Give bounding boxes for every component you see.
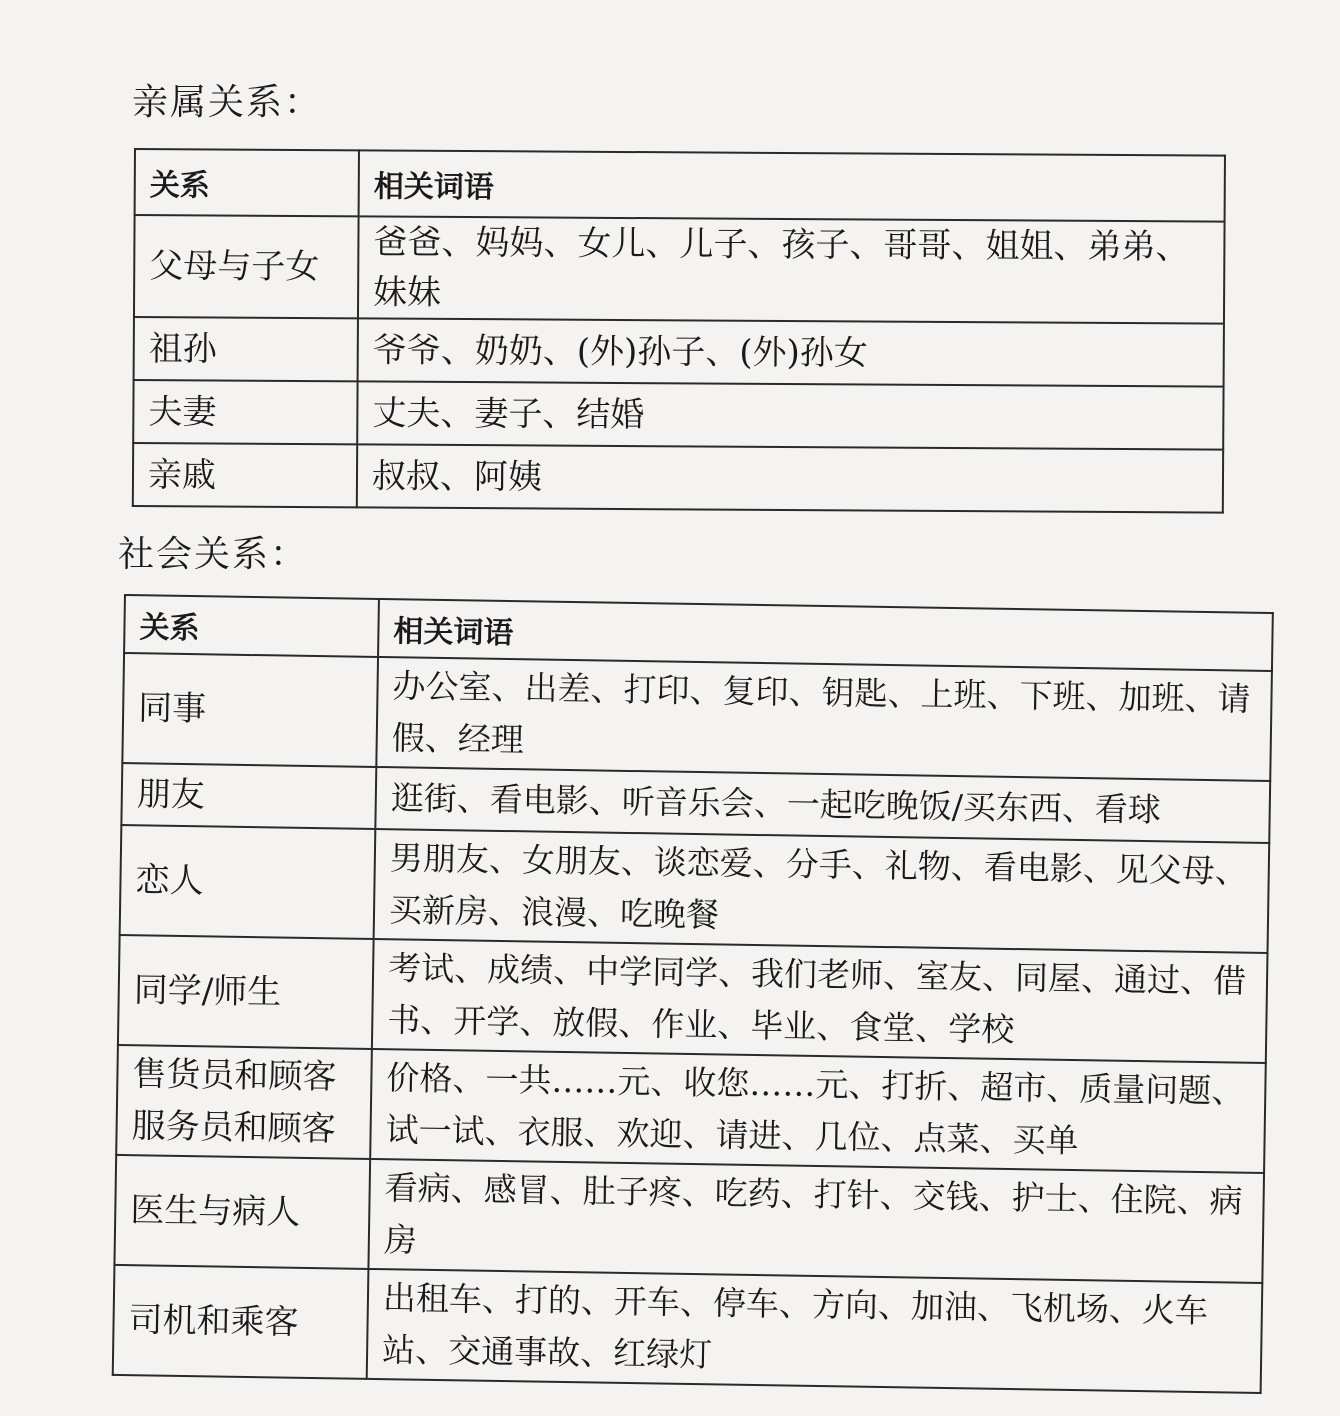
table-row <box>122 653 1272 781</box>
relation-cell <box>116 1045 372 1159</box>
social-relations-title: 社会关系： <box>118 534 309 575</box>
relation-cell: 朋友 <box>121 763 376 829</box>
relation-cell: 夫妻 <box>133 380 357 444</box>
table-row <box>134 317 1224 387</box>
table-row <box>118 935 1268 1063</box>
relation-cell: 父母与子女 <box>134 215 359 318</box>
relation-cell: 亲戚 <box>133 443 357 507</box>
table-row <box>114 1155 1264 1283</box>
words-cell: 爸爸、妈妈、女儿、儿子、孩子、哥哥、姐姐、弟弟、妹妹 <box>358 216 1225 323</box>
words-cell: 男朋友、女朋友、谈恋爱、分手、礼物、看电影、见父母、买新房、浪漫、吃晚餐 <box>374 829 1270 953</box>
header-related-words: 相关词语 <box>378 599 1273 671</box>
table-header-row <box>135 149 1225 222</box>
table-row <box>120 825 1270 953</box>
header-relation: 关系 <box>124 595 379 657</box>
table-row <box>133 380 1223 450</box>
words-cell: 考试、成绩、中学同学、我们老师、室友、同屋、通过、借书、开学、放假、作业、毕业、食堂、学校 <box>372 939 1268 1063</box>
words-cell: 看病、感冒、肚子疼、吃药、打针、交钱、护士、住院、病房 <box>368 1159 1264 1283</box>
words-cell: 爷爷、奶奶、(外)孙子、(外)孙女 <box>358 318 1224 386</box>
relation-cell: 医生与病人 <box>114 1155 370 1269</box>
words-cell: 叔叔、阿姨 <box>357 444 1223 512</box>
relation-cell: 恋人 <box>120 825 376 939</box>
relation-line: 服务员和顾客 <box>131 1106 336 1150</box>
family-relations-table <box>132 148 1226 514</box>
header-related-words: 相关词语 <box>359 150 1225 221</box>
words-cell: 价格、一共……元、收您……元、打折、超市、质量问题、试一试、衣服、欢迎、请进、几位、点菜、买单 <box>370 1049 1266 1173</box>
words-cell: 丈夫、妻子、结婚 <box>357 381 1223 449</box>
header-relation: 关系 <box>135 149 359 216</box>
table-row <box>133 443 1223 513</box>
relation-cell: 同事 <box>122 653 378 767</box>
family-relations-title: 亲属关系： <box>132 82 323 123</box>
words-cell: 出租车、打的、开车、停车、方向、加油、飞机场、火车站、交通事故、红绿灯 <box>367 1269 1263 1393</box>
table-row <box>116 1045 1266 1173</box>
relation-cell: 同学/师生 <box>118 935 374 1049</box>
relation-cell: 祖孙 <box>134 317 358 381</box>
relation-cell: 司机和乘客 <box>113 1265 369 1379</box>
words-cell: 逛街、看电影、听音乐会、一起吃晚饭/买东西、看球 <box>375 767 1270 843</box>
table-row <box>113 1265 1263 1393</box>
words-cell: 办公室、出差、打印、复印、钥匙、上班、下班、加班、请假、经理 <box>376 657 1272 781</box>
table-row <box>134 215 1225 324</box>
relation-line: 售货员和顾客 <box>132 1054 337 1098</box>
social-relations-table <box>112 594 1274 1394</box>
